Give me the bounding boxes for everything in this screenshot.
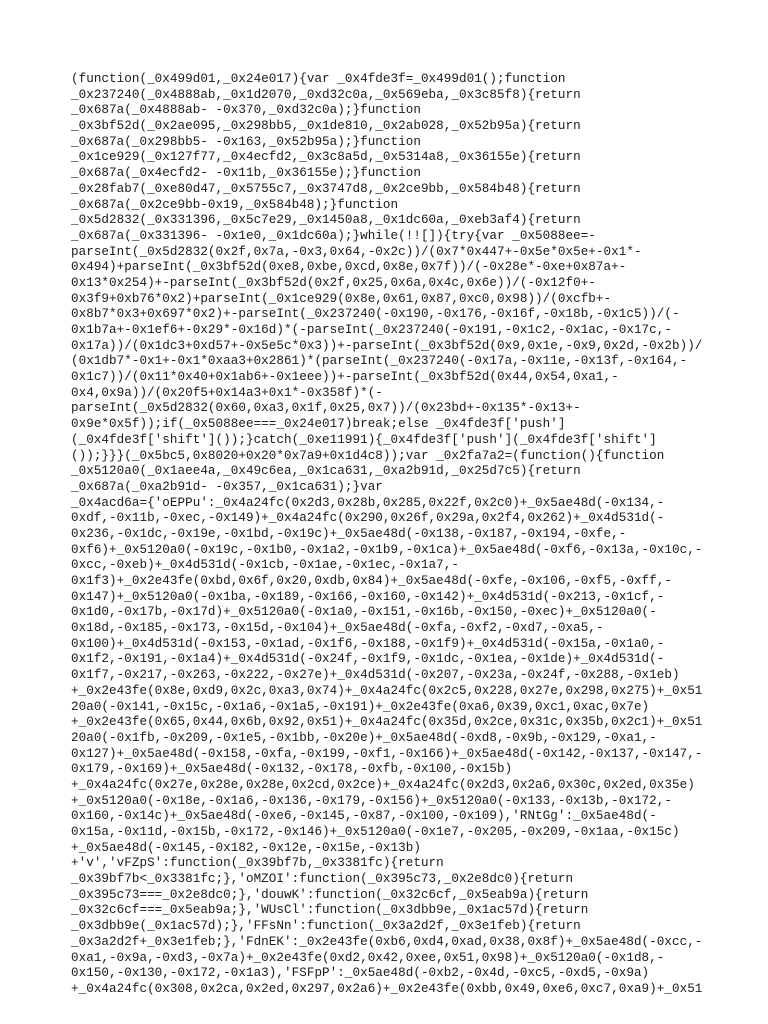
code-line: _0x3a2d2f+_0x3e1feb;},'FdnEK':_0x2e43fe(0xb6,0xd4,0xad,0x38,0x8f)+_0x5ae48d(-0xcc,- [71,934,703,949]
code-line: 0x17a))/(0x1dc3+0xd57+-0x5e5c*0x3))+-parseInt(_0x3bf52d(0x9,0x1e,-0x9,0x2d,-0x2b))/ [71,338,703,353]
code-line: 0x3f9+0xb76*0x2)+parseInt(_0x1ce929(0x8e,0x61,0x87,0xc0,0x98))/(0xcfb+- [71,291,612,306]
code-line: +_0x4a24fc(0x27e,0x28e,0x28e,0x2cd,0x2ce)+_0x4a24fc(0x2d3,0x2a6,0x30c,0x2ed,0x35e) [71,777,695,792]
code-line: _0x4acd6a={'oEPPu':_0x4a24fc(0x2d3,0x28b,0x285,0x22f,0x2c0)+_0x5ae48d(-0x134,- [71,495,665,510]
code-line: 0x4,0x9a))/(0x20f5+0x14a3+0x1*-0x358f)*(- [71,385,383,400]
code-line: (_0x4fde3f['shift']());}catch(_0xe11991){_0x4fde3f['push'](_0x4fde3f['shift'] [71,432,657,447]
code-line: +_0x2e43fe(0x8e,0xd9,0x2c,0xa3,0x74)+_0x4a24fc(0x2c5,0x228,0x27e,0x298,0x275)+_0x51 [71,683,703,698]
code-line: 0x494)+parseInt(_0x3bf52d(0xe8,0xbe,0xcd,0x8e,0x7f))/(-0x28e*-0xe+0x87a+- [71,260,627,275]
code-line: +_0x5120a0(-0x18e,-0x1a6,-0x136,-0x179,-0x156)+_0x5120a0(-0x133,-0x13b,-0x172,- [71,793,672,808]
code-line: _0x687a(_0x298bb5- -0x163,_0x52b95a);}function [71,134,421,149]
code-line: 0x18d,-0x185,-0x173,-0x15d,-0x104)+_0x5ae48d(-0xfa,-0xf2,-0xd7,-0xa5,- [71,621,604,636]
code-line: _0x687a(_0x4ecfd2- -0x11b,_0x36155e);}function [71,166,421,181]
code-line: 0x147)+_0x5120a0(-0x1ba,-0x189,-0x166,-0x160,-0x142)+_0x4d531d(-0x213,-0x1cf,- [71,589,665,604]
code-line: 0x236,-0x1dc,-0x19e,-0x1bd,-0x19c)+_0x5ae48d(-0x138,-0x187,-0x194,-0xfe,- [71,526,627,541]
code-line: 0x1c7))/(0x11*0x40+0x1ab6+-0x1eee))+-parseInt(_0x3bf52d(0x44,0x54,0xa1,- [71,370,619,385]
code-line: 0x160,-0x14c)+_0x5ae48d(-0xe6,-0x145,-0x87,-0x100,-0x109),'RNtGg':_0x5ae48d(- [71,809,657,824]
code-line: _0x5d2832(_0x331396,_0x5c7e29,_0x1450a8,_0x1dc60a,_0xeb3af4){return [71,213,581,228]
code-line: +_0x5ae48d(-0x145,-0x182,-0x12e,-0x15e,-0x13b) [71,840,421,855]
code-line: _0x32c6cf===_0x5eab9a;},'WUsCl':function(_0x3dbb9e,_0x1ac57d){return [71,903,589,918]
code-line: _0x39bf7b<_0x3381fc;},'oMZOI':function(_0x395c73,_0x2e8dc0){return [71,872,574,887]
code-line: 0xdf,-0x11b,-0xec,-0x149)+_0x4a24fc(0x290,0x26f,0x29a,0x2f4,0x262)+_0x4d531d(- [71,511,665,526]
code-line: 0xcc,-0xeb)+_0x4d531d(-0x1cb,-0x1ae,-0x1ec,-0x1a7,- [71,558,459,573]
code-line: _0x237240(_0x4888ab,_0x1d2070,_0xd32c0a,_0x569eba,_0x3c85f8){return [71,87,581,102]
code-line: _0x3bf52d(_0x2ae095,_0x298bb5,_0x1de810,_0x2ab028,_0x52b95a){return [71,119,581,134]
code-line: 0xf6)+_0x5120a0(-0x19c,-0x1b0,-0x1a2,-0x1b9,-0x1ca)+_0x5ae48d(-0xf6,-0x13a,-0x10c,- [71,542,703,557]
code-line: (0x1db7*-0x1+-0x1*0xaa3+0x2861)*(parseInt(_0x237240(-0x17a,-0x11e,-0x13f,-0x164,- [71,354,688,369]
code-line: 0x1f3)+_0x2e43fe(0xbd,0x6f,0x20,0xdb,0x84)+_0x5ae48d(-0xfe,-0x106,-0xf5,-0xff,- [71,574,672,588]
code-line: 0x1f7,-0x217,-0x263,-0x222,-0x27e)+_0x4d531d(-0x207,-0x23a,-0x24f,-0x288,-0x1eb) [71,668,680,683]
code-line: _0x687a(_0x2ce9bb-0x19,_0x584b48);}function [71,197,399,212]
code-line: 0x150,-0x130,-0x172,-0x1a3),'FSFpP':_0x5ae48d(-0xb2,-0x4d,-0xc5,-0xd5,-0x9a) [71,966,650,981]
code-line: 0x1d0,-0x17b,-0x17d)+_0x5120a0(-0x1a0,-0x151,-0x16b,-0x150,-0xec)+_0x5120a0(- [71,605,657,620]
code-line: 0x1f2,-0x191,-0x1a4)+_0x4d531d(-0x24f,-0x1f9,-0x1dc,-0x1ea,-0x1de)+_0x4d531d(- [71,652,665,667]
code-line: _0x687a(_0x4888ab- -0x370,_0xd32c0a);}function [71,103,421,118]
code-line: +_0x4a24fc(0x308,0x2ca,0x2ed,0x297,0x2a6)+_0x2e43fe(0xbb,0x49,0xe6,0xc7,0xa9)+_0x51 [71,981,703,996]
code-line: _0x3dbb9e(_0x1ac57d);},'FFsNn':function(_0x3a2d2f,_0x3e1feb){return [71,919,581,934]
code-line: _0x1ce929(_0x127f77,_0x4ecfd2,_0x3c8a5d,_0x5314a8,_0x36155e){return [71,150,581,165]
code-line: 0x100)+_0x4d531d(-0x153,-0x1ad,-0x1f6,-0x188,-0x1f9)+_0x4d531d(-0x15a,-0x1a0,- [71,636,665,651]
code-line: 0x127)+_0x5ae48d(-0x158,-0xfa,-0x199,-0xf1,-0x166)+_0x5ae48d(-0x142,-0x137,-0x147,- [71,746,703,761]
code-line: 0x8b7*0x3+0x697*0x2)+-parseInt(_0x237240(-0x190,-0x176,-0x16f,-0x18b,-0x1c5))/(- [71,307,680,322]
code-line: 20a0(-0x141,-0x15c,-0x1a6,-0x1a5,-0x191)+_0x2e43fe(0xa6,0x39,0xc1,0xac,0x7e) [71,699,650,714]
code-line: +_0x2e43fe(0x65,0x44,0x6b,0x92,0x51)+_0x4a24fc(0x35d,0x2ce,0x31c,0x35b,0x2c1)+_0x51 [71,715,703,730]
code-line: _0x28fab7(_0xe80d47,_0x5755c7,_0x3747d8,_0x2ce9bb,_0x584b48){return [71,181,581,196]
code-line: 0x15a,-0x11d,-0x15b,-0x172,-0x146)+_0x5120a0(-0x1e7,-0x205,-0x209,-0x1aa,-0x15c) [71,825,680,839]
code-line: 0xa1,-0x9a,-0xd3,-0x7a)+_0x2e43fe(0xd2,0x42,0xee,0x51,0x98)+_0x5120a0(-0x1d8,- [71,950,665,965]
code-line: _0x395c73===_0x2e8dc0;},'douwK':function(_0x32c6cf,_0x5eab9a){return [71,887,589,902]
code-line: _0x687a(_0xa2b91d- -0x357,_0x1ca631);}var [71,479,383,494]
code-line: 0x179,-0x169)+_0x5ae48d(-0x132,-0x178,-0xfb,-0x100,-0x15b) [71,762,513,777]
code-line: ());}}}(_0x5bc5,0x8020+0x20*0x7a9+0x1d4c8));var _0x2fa7a2=(function(){function [71,448,665,463]
code-line: parseInt(_0x5d2832(0x60,0xa3,0x1f,0x25,0x7))/(0x23bd+-0x135*-0x13+- [71,401,581,416]
code-line: parseInt(_0x5d2832(0x2f,0x7a,-0x3,0x64,-0x2c))/(0x7*0x447+-0x5e*0x5e+-0x1*- [71,244,642,259]
code-line: 0x1b7a+-0x1ef6+-0x29*-0x16d)*(-parseInt(_0x237240(-0x191,-0x1c2,-0x1ac,-0x17c,- [71,323,672,337]
code-line: _0x5120a0(_0x1aee4a,_0x49c6ea,_0x1ca631,_0xa2b91d,_0x25d7c5){return [71,464,581,479]
code-line: 20a0(-0x1fb,-0x209,-0x1e5,-0x1bb,-0x20e)+_0x5ae48d(-0xd8,-0x9b,-0x129,-0xa1,- [71,730,657,745]
code-line: _0x687a(_0x331396- -0x1e0,_0x1dc60a);}while(!![]){try{var _0x5088ee=- [71,228,596,243]
obfuscated-code-text [71,72,711,998]
code-line: 0x13*0x254)+-parseInt(_0x3bf52d(0x2f,0x25,0x6a,0x4c,0x6e))/(-0x12f0+- [71,275,596,290]
code-line: +'v','vFZpS':function(_0x39bf7b,_0x3381fc){return [71,856,444,871]
code-line: 0x9e*0x5f));if(_0x5088ee===_0x24e017)break;else _0x4fde3f['push'] [71,417,566,432]
code-line: (function(_0x499d01,_0x24e017){var _0x4fde3f=_0x499d01();function [71,72,566,86]
